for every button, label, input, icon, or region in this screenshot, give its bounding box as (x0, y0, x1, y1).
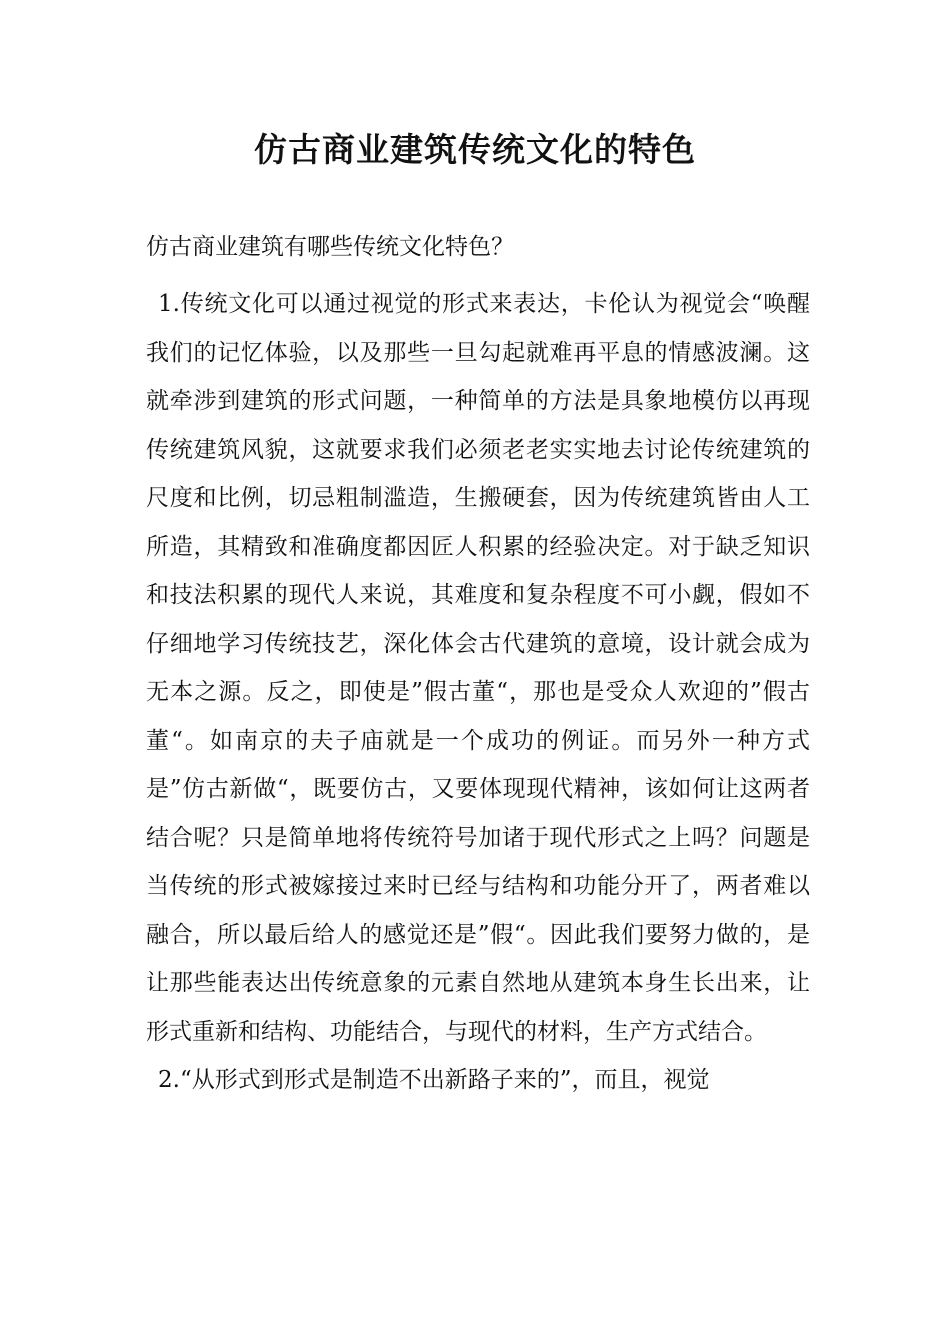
body-text (146, 280, 810, 1105)
document-title: 仿古商业建筑传统文化的特色 (254, 130, 696, 169)
paragraph-1: 1.传统文化可以通过视觉的形式来表达，卡伦认为视觉会“唤醒我们的记忆体验，以及那些一旦勾起就难再平息的情感波澜。这就牵涉到建筑的形式问题，一种简单的方法是具象地模仿以再现传统建筑风貌，这就要求我们必须老老实实地去讨论传统建筑的尺度和比例，切忌粗制滥造，生搬硬套，因为传统建筑皆由人工所造，其精致和准确度都因匠人积累的经验决定。对于缺乏知识和技法积累的现代人来说，其难度和复杂程度不可小觑，假如不仔细地学习传统技艺，深化体会古代建筑的意境，设计就会成为无本之源。反之，即使是”假古董“，那也是受众人欢迎的”假古董“。如南京的夫子庙就是一个成功的例证。而另外一种方式是”仿古新做“，既要仿古，又要体现现代精神，该如何让这两者结合呢？只是简单地将传统符号加诸于现代形式之上吗？问题是当传统的形式被嫁接过来时已经与结构和功能分开了，两者难以融合，所以最后给人的感觉还是”假“。因此我们要努力做的，是让那些能表达出传统意象的元素自然地从建筑本身生长出来，让形式重新和结构、功能结合，与现代的材料，生产方式结合。 (146, 291, 810, 1045)
question-line: 仿古商业建筑有哪些传统文化特色？ (146, 234, 514, 260)
paragraph-2: 2.“从形式到形式是制造不出新路子来的”，而且，视觉 (158, 1067, 710, 1093)
